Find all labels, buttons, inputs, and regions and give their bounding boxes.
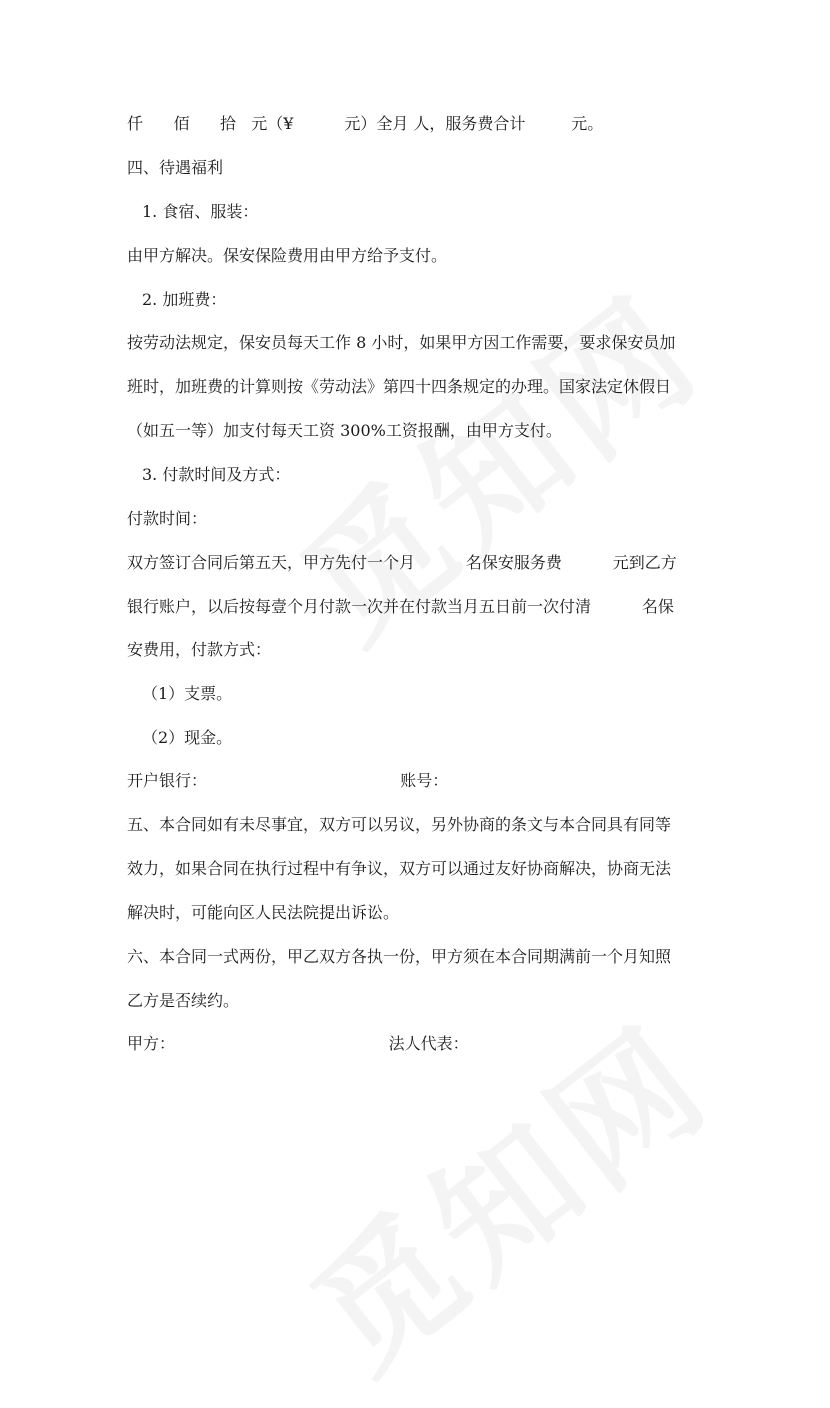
section-5-line-2: 效力，如果合同在执行过程中有争议，双方可以通过友好协商解决，协商无法 <box>127 859 672 878</box>
payment-time-text-line-2: 银行账户，以后按每壹个月付款一次并在付款当月五日前一次付清 名保 <box>127 597 674 616</box>
item-2-text-line-2: 班时，加班费的计算则按《劳动法》第四十四条规定的办理。国家法定休假日 <box>127 377 672 396</box>
section-6-line-2: 乙方是否续约。 <box>127 991 240 1010</box>
payment-method-cash: （2）现金。 <box>142 728 233 747</box>
payment-amount-line: 仟 佰 拾 元（¥ 元）全月 人，服务费合计 元。 <box>127 114 604 133</box>
section-5-line-3: 解决时，可能向区人民法院提出诉讼。 <box>127 903 400 922</box>
item-3-heading: 3. 付款时间及方式： <box>142 465 291 484</box>
payment-time-text-line-1: 双方签订合同后第五天，甲方先付一个月 名保安服务费 元到乙方 <box>127 553 677 572</box>
item-1-text: 由甲方解决。保安保险费用由甲方给予支付。 <box>127 246 448 265</box>
bank-account-line: 开户银行： 账号： <box>127 771 449 790</box>
signature-line: 甲方： 法人代表： <box>127 1034 469 1053</box>
section-6-line-1: 六、本合同一式两份，甲乙双方各执一份，甲方须在本合同期满前一个月知照 <box>127 947 672 966</box>
item-1-heading: 1. 食宿、服装： <box>142 202 259 221</box>
item-2-text-line-3: （如五一等）加支付每天工资 300%工资报酬，由甲方支付。 <box>127 421 562 440</box>
section-4-heading: 四、待遇福利 <box>127 158 224 177</box>
item-2-heading: 2. 加班费： <box>142 290 227 309</box>
payment-method-cheque: （1）支票。 <box>142 684 233 703</box>
payment-time-label: 付款时间： <box>127 509 208 528</box>
section-5-line-1: 五、本合同如有未尽事宜，双方可以另议，另外协商的条文与本合同具有同等 <box>127 815 672 834</box>
payment-time-text-line-3: 安费用，付款方式： <box>127 640 272 659</box>
item-2-text-line-1: 按劳动法规定，保安员每天工作 8 小时，如果甲方因工作需要，要求保安员加 <box>127 333 676 352</box>
